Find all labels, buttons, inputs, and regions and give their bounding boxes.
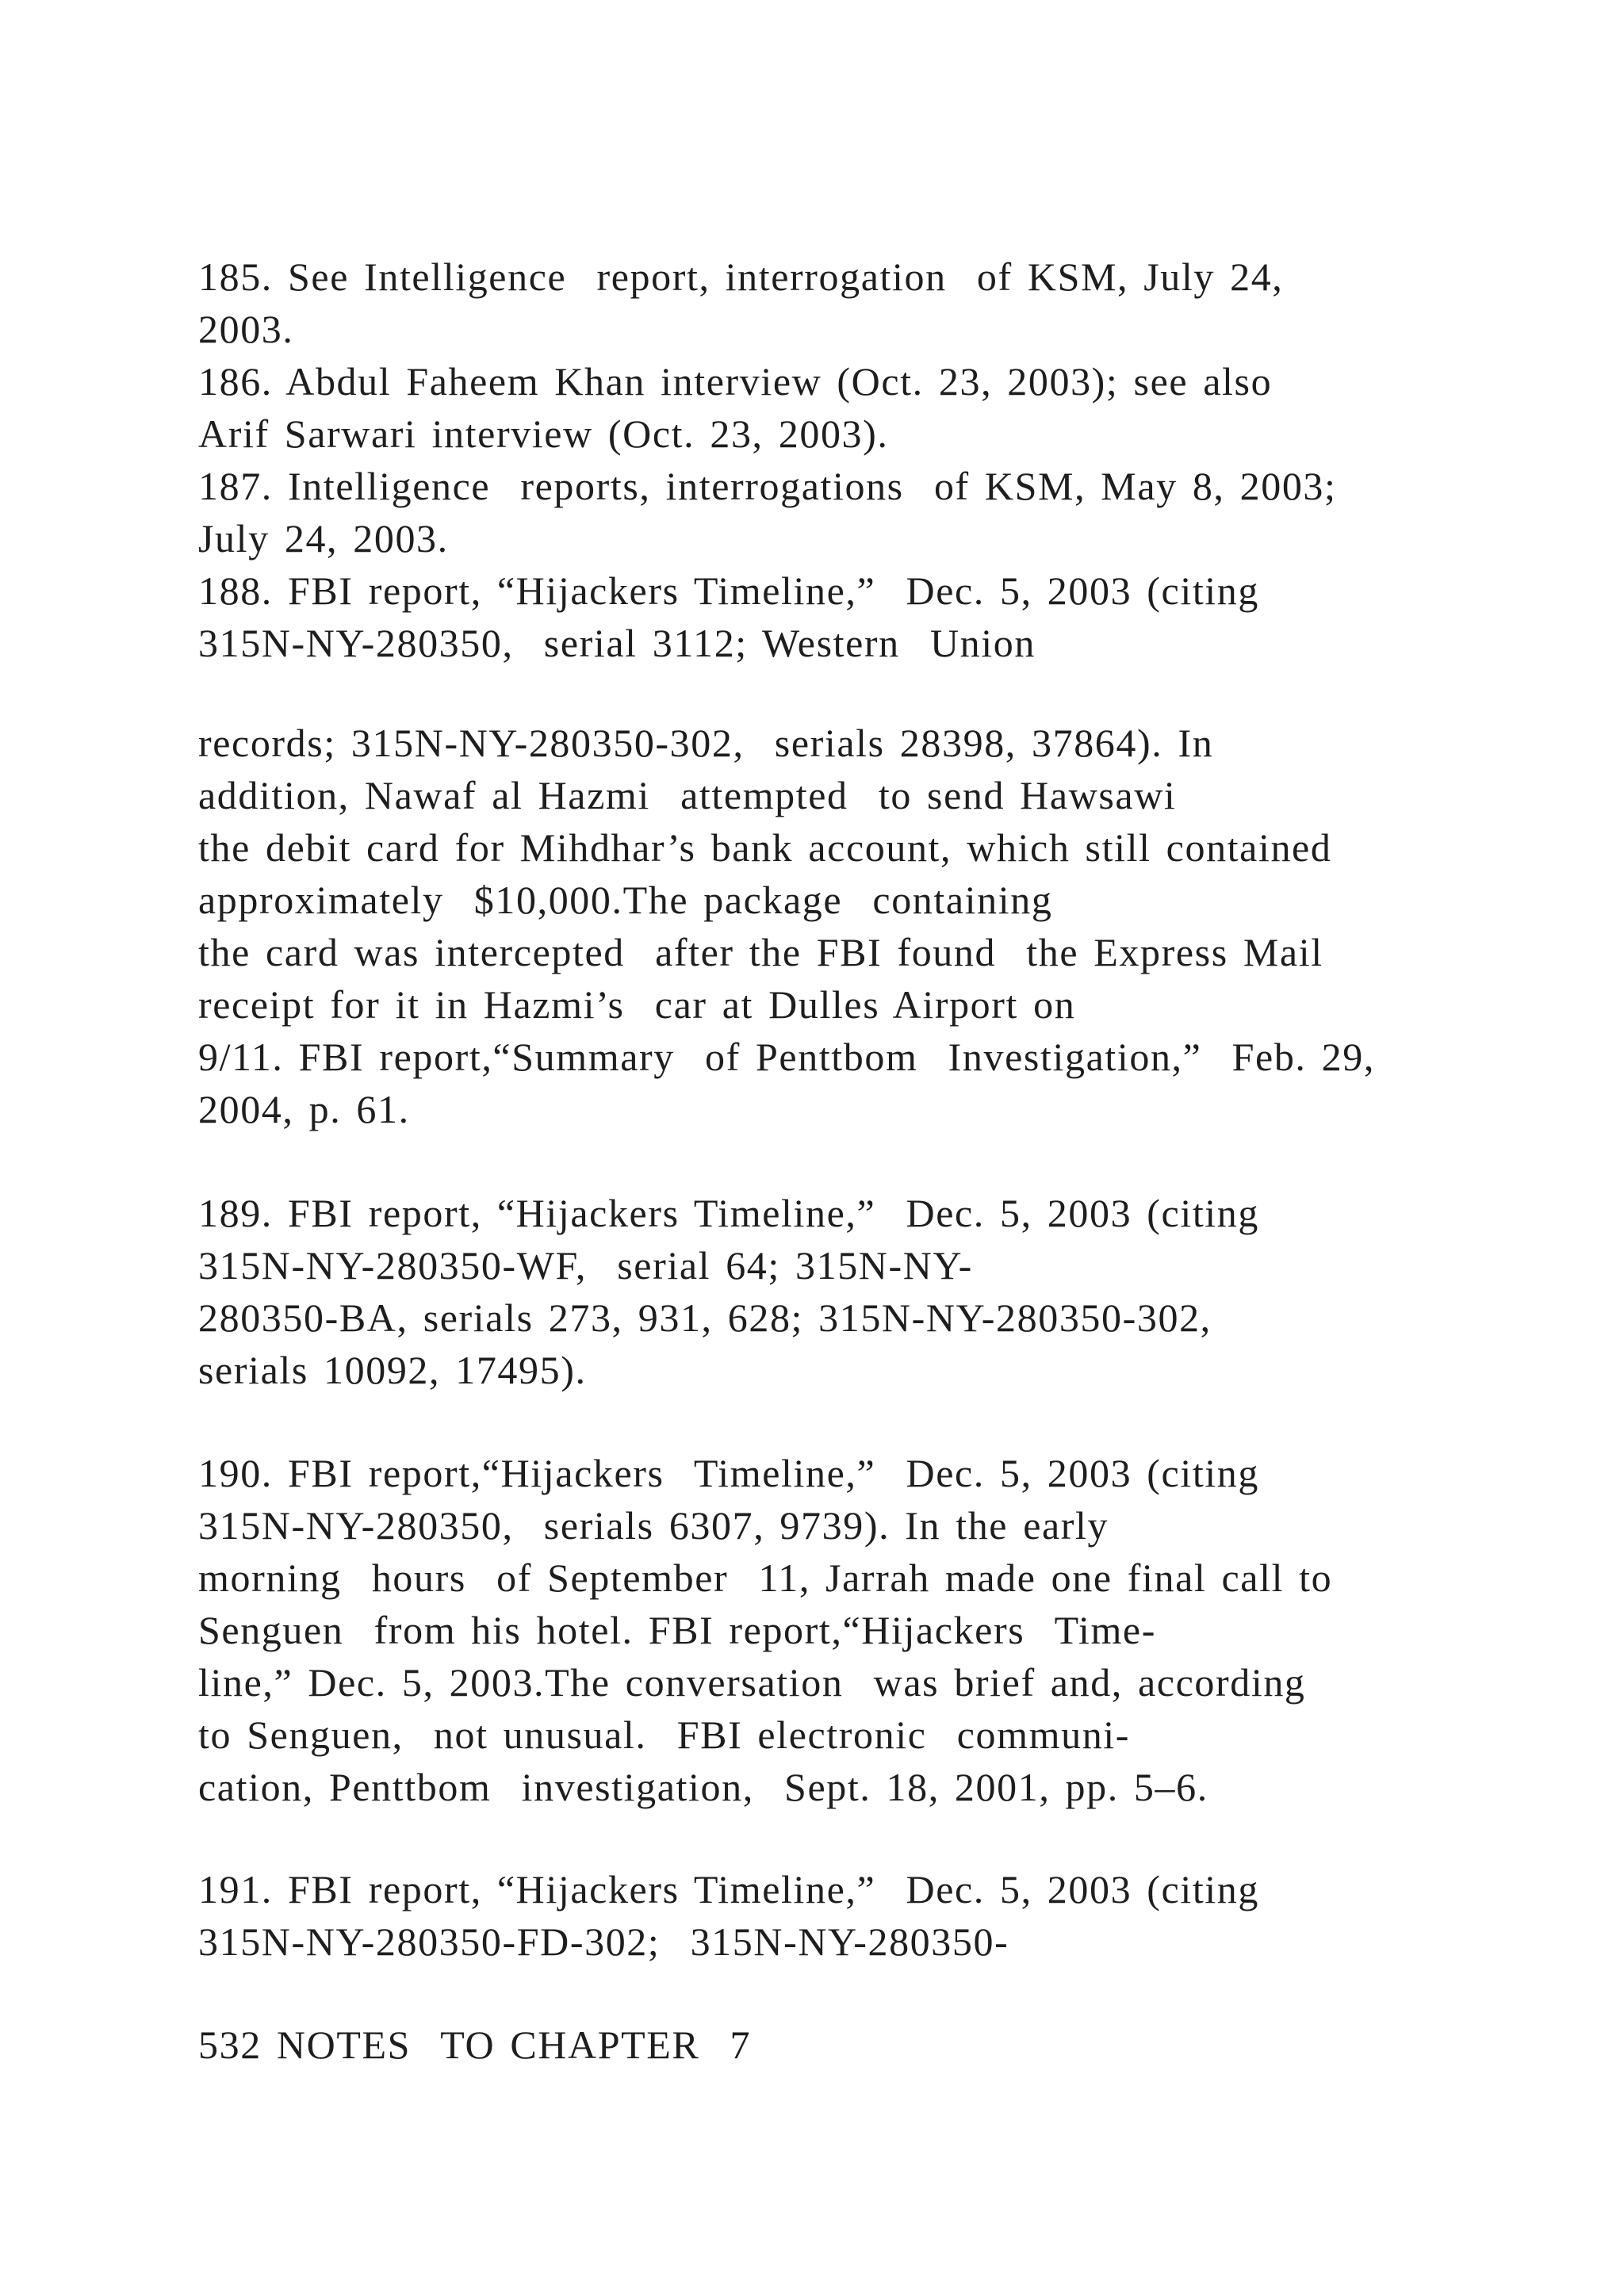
note-187-line-1: 187. Intelligence reports, interrogations of KSM, May 8, 2003; [198, 464, 1337, 508]
note-190-line-5: line,” Dec. 5, 2003.The conversation was brief and, according [198, 1660, 1306, 1705]
note-188-line-9: receipt for it in Hazmi’s car at Dulles Airport on [198, 982, 1076, 1027]
note-189-line-4: serials 10092, 17495). [198, 1348, 587, 1392]
note-190-line-3: morning hours of September 11, Jarrah made one final call to [198, 1556, 1333, 1600]
note-188-line-6: the debit card for Mihdhar’s bank account, which still contained [198, 825, 1332, 870]
note-190-line-1: 190. FBI report,“Hijackers Timeline,” Dec. 5, 2003 (citing [198, 1451, 1259, 1495]
note-188-line-1: 188. FBI report, “Hijackers Timeline,” Dec. 5, 2003 (citing [198, 568, 1259, 613]
note-186-line-2: Arif Sarwari interview (Oct. 23, 2003). [198, 411, 889, 456]
notes-block-5 [198, 1863, 1499, 1968]
note-190-line-4: Senguen from his hotel. FBI report,“Hijackers Time- [198, 1608, 1156, 1652]
running-head: 532 NOTES TO CHAPTER 7 [198, 2022, 752, 2067]
note-185-line-1: 185. See Intelligence report, interrogation of KSM, July 24, [198, 254, 1284, 299]
note-190-line-6: to Senguen, not unusual. FBI electronic communi- [198, 1712, 1131, 1757]
note-187-line-2: July 24, 2003. [198, 516, 449, 561]
note-191-line-1: 191. FBI report, “Hijackers Timeline,” Dec. 5, 2003 (citing [198, 1867, 1259, 1911]
notes-block-4 [198, 1447, 1499, 1813]
note-190-line-2: 315N-NY-280350, serials 6307, 9739). In the early [198, 1503, 1109, 1548]
note-189-line-1: 189. FBI report, “Hijackers Timeline,” Dec. 5, 2003 (citing [198, 1191, 1259, 1235]
note-185-line-2: 2003. [198, 307, 294, 351]
note-188-line-2: 315N-NY-280350, serial 3112; Western Union [198, 621, 1036, 665]
note-191-line-2: 315N-NY-280350-FD-302; 315N-NY-280350- [198, 1919, 1009, 1964]
note-188-line-11: 2004, p. 61. [198, 1087, 410, 1131]
note-186-line-1: 186. Abdul Faheem Khan interview (Oct. 23, 2003); see also [198, 359, 1273, 404]
note-188-line-7: approximately $10,000.The package containing [198, 878, 1053, 922]
notes-block-3 [198, 1187, 1499, 1396]
notes-block-2 [198, 717, 1499, 1135]
page-footer [198, 2019, 1499, 2071]
note-188-line-8: the card was intercepted after the FBI found the Express Mail [198, 930, 1323, 974]
notes-block-1 [198, 251, 1499, 669]
note-188-line-5: addition, Nawaf al Hazmi attempted to send Hawsawi [198, 773, 1177, 817]
note-189-line-2: 315N-NY-280350-WF, serial 64; 315N-NY- [198, 1243, 973, 1288]
note-188-line-4: records; 315N-NY-280350-302, serials 28398, 37864). In [198, 721, 1214, 765]
note-189-line-3: 280350-BA, serials 273, 931, 628; 315N-NY-280350-302, [198, 1295, 1212, 1340]
note-190-line-7: cation, Penttbom investigation, Sept. 18, 2001, pp. 5–6. [198, 1765, 1208, 1809]
note-188-line-10: 9/11. FBI report,“Summary of Penttbom Investigation,” Feb. 29, [198, 1035, 1375, 1079]
